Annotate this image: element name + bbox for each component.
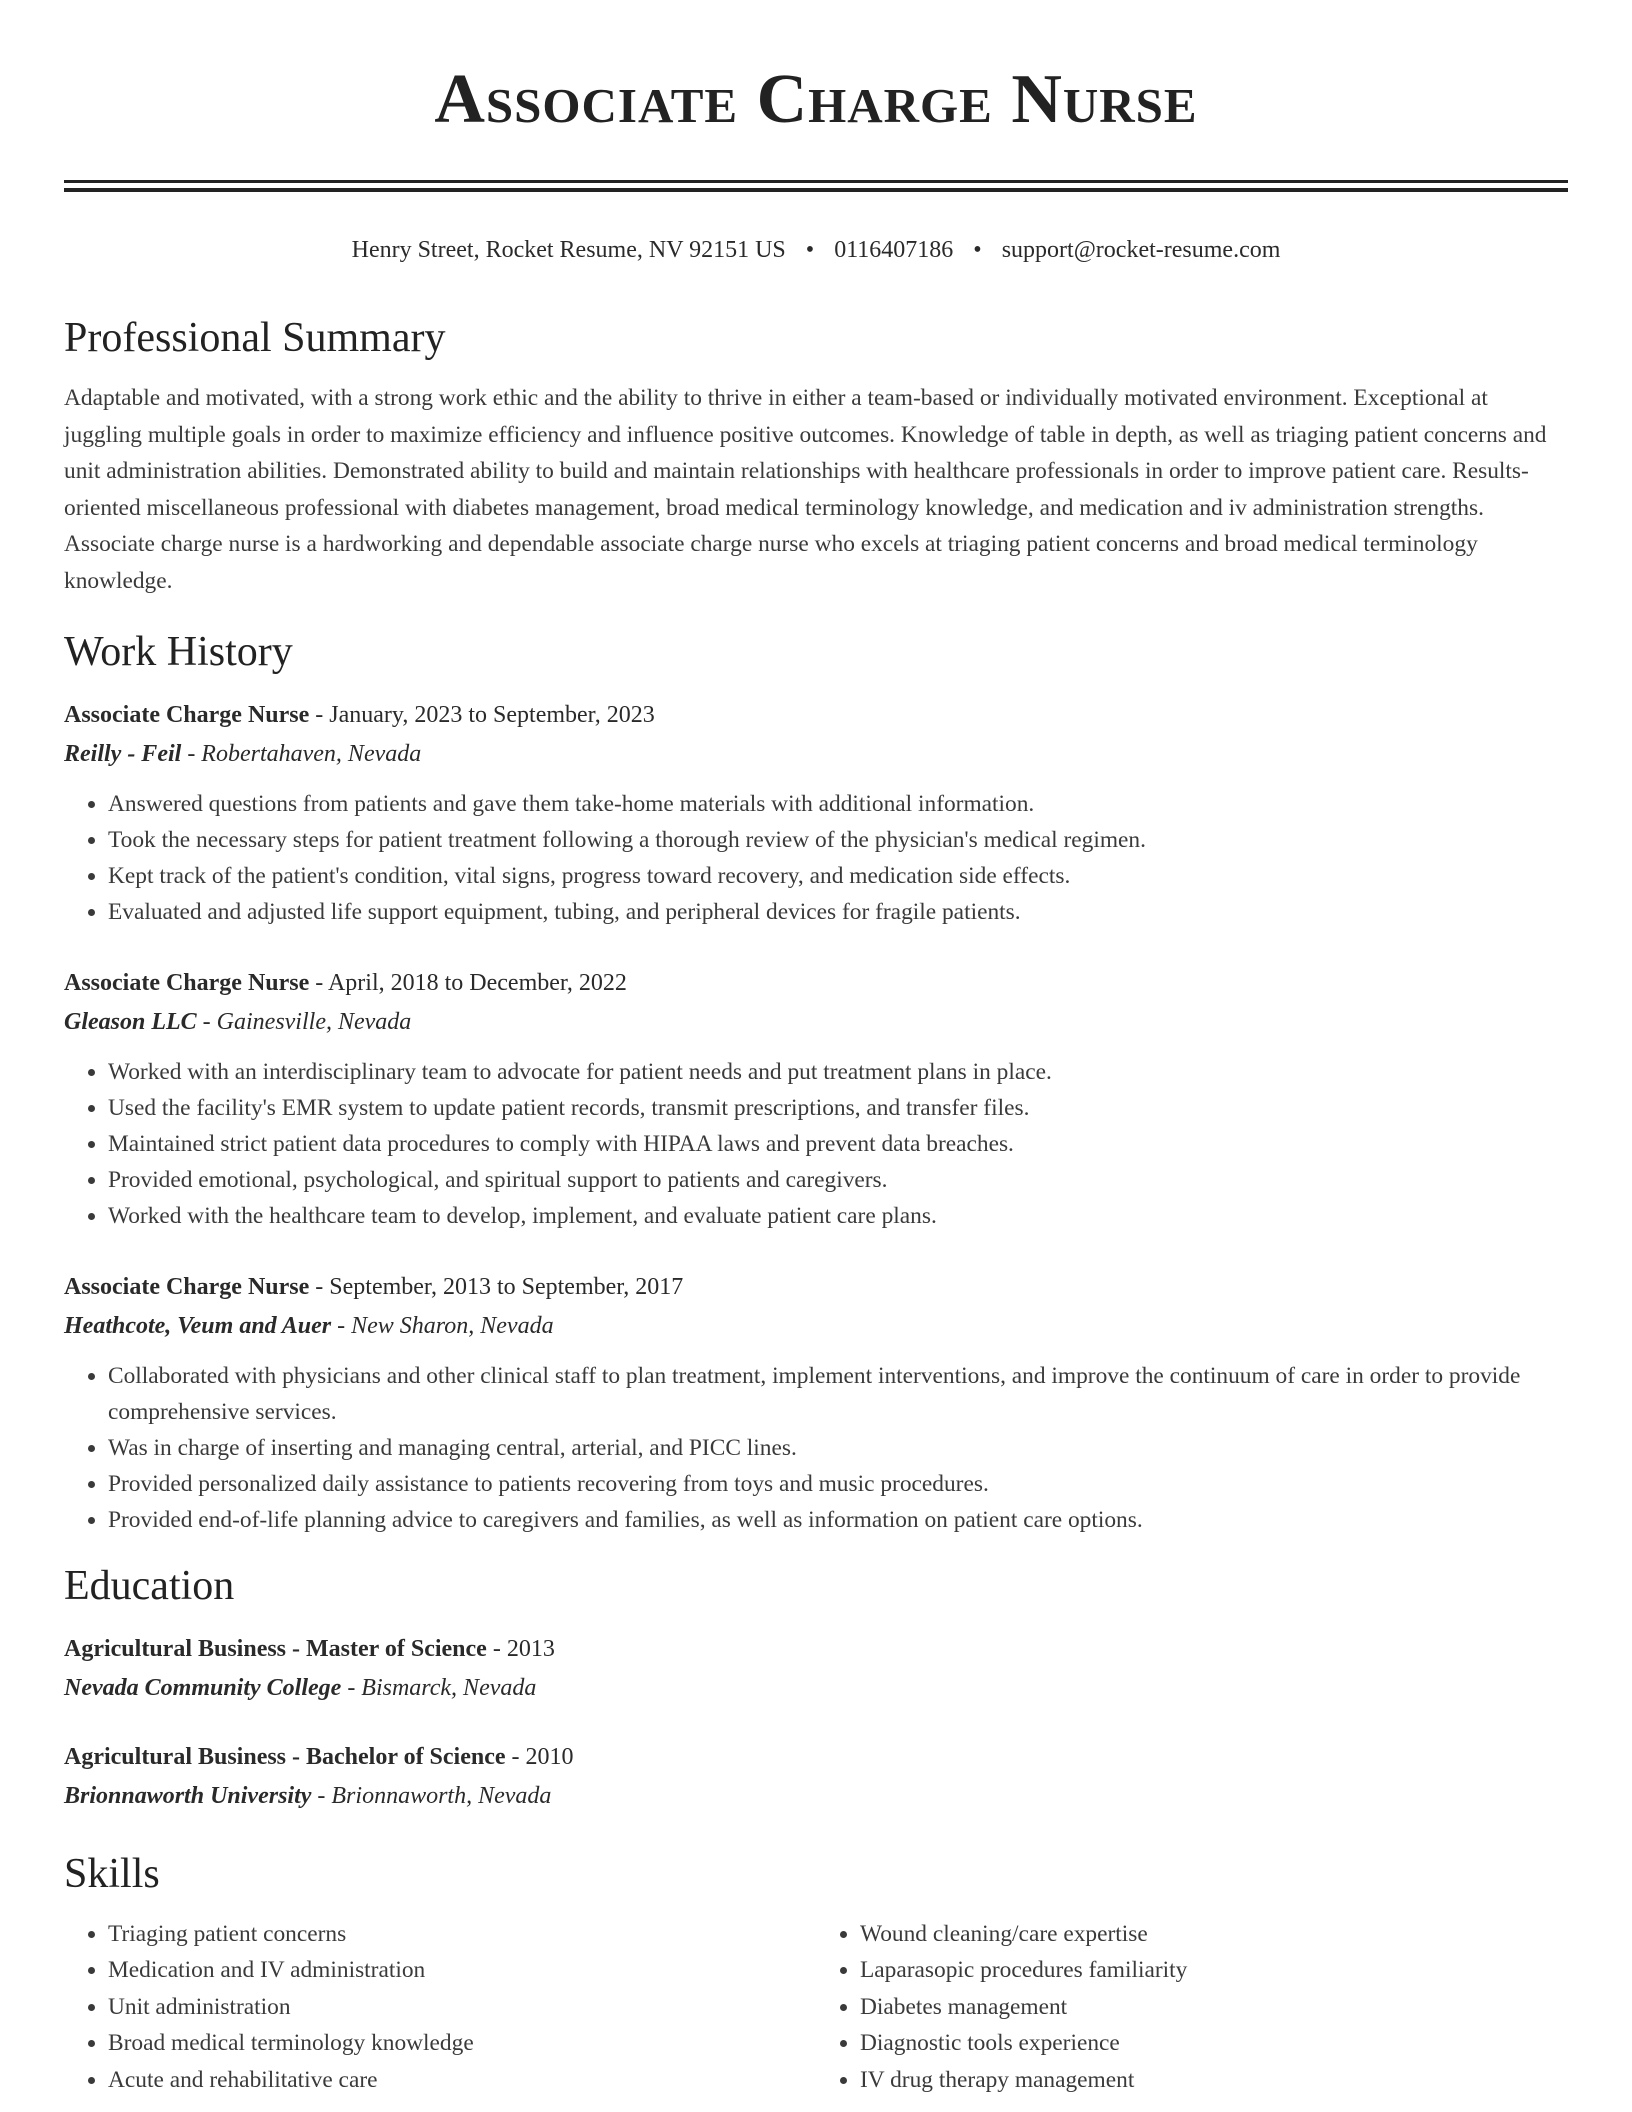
- education-entry: [64, 1630, 1568, 1708]
- job-org-line: [64, 1002, 1568, 1042]
- list-item: • Wound cleaning/care expertise: [860, 1916, 1568, 1953]
- summary-text: Adaptable and motivated, with a strong work ethic and the ability to thrive in either a team-based or individually motivated environment. Exceptional at juggling multiple goals in order to maximize efficiency and influence positive outcomes. Knowledge of table in depth, as well as triaging patient concerns and unit administration abilities. Demonstrated ability to build and maintain relationships with healthcare professionals in order to improve patient care. Results-oriented miscellaneous professional with diabetes management, broad medical terminology knowledge, and medication and iv administration strengths. Associate charge nurse is a hardworking and dependable associate charge nurse who excels at triaging patient concerns and broad medical terminology knowledge.: [64, 385, 1547, 594]
- education-school-line: [64, 1668, 1568, 1708]
- education-school: Nevada Community College: [64, 1674, 342, 1701]
- education-location: - Bismarck, Nevada: [347, 1674, 537, 1701]
- job-role-line: [64, 696, 1568, 734]
- list-item: • Triaging patient concerns: [108, 1916, 816, 1953]
- skills-list-left: [64, 1916, 816, 2099]
- education-year: - 2010: [511, 1743, 574, 1770]
- job-title: Associate Charge Nurse: [64, 1273, 310, 1300]
- education-entry: [64, 1738, 1568, 1816]
- education-school: Brionnaworth University: [64, 1782, 312, 1809]
- job-org-line: [64, 1306, 1568, 1346]
- list-item: • Provided personalized daily assistance to patients recovering from toys and music procedures.: [108, 1466, 1568, 1502]
- list-item: • IV drug therapy management: [860, 2062, 1568, 2099]
- contact-line: [64, 234, 1568, 266]
- list-item: • Acute and rehabilitative care: [108, 2062, 816, 2099]
- list-item: • Kept track of the patient's condition, vital signs, progress toward recovery, and medication side effects.: [108, 858, 1568, 894]
- job-company: Gleason LLC: [64, 1008, 197, 1035]
- list-item: • Used the facility's EMR system to update patient records, transmit prescriptions, and transfer files.: [108, 1090, 1568, 1126]
- list-item: • Worked with an interdisciplinary team to advocate for patient needs and put treatment plans in place.: [108, 1054, 1568, 1090]
- job-entry: [64, 964, 1568, 1234]
- education-heading: Education: [64, 1562, 235, 1609]
- contact-phone: 0116407186: [834, 237, 954, 263]
- education-school-line: [64, 1776, 1568, 1816]
- job-entry: [64, 696, 1568, 930]
- contact-address: Henry Street, Rocket Resume, NV 92151 US: [351, 237, 786, 263]
- job-location: - New Sharon, Nevada: [337, 1312, 554, 1339]
- list-item: • Unit administration: [108, 1989, 816, 2026]
- job-company: Heathcote, Veum and Auer: [64, 1312, 332, 1339]
- list-item: • Answered questions from patients and gave them take-home materials with additional information.: [108, 786, 1568, 822]
- contact-separator: •: [805, 237, 815, 263]
- job-dates: - January, 2023 to September, 2023: [315, 701, 655, 728]
- work-history-heading: Work History: [64, 628, 293, 675]
- list-item: • Provided end-of-life planning advice to caregivers and families, as well as information on patient care options.: [108, 1502, 1568, 1538]
- contact-separator: •: [973, 237, 982, 263]
- list-item: • Maintained strict patient data procedures to comply with HIPAA laws and prevent data breaches.: [108, 1126, 1568, 1162]
- list-item: • Collaborated with physicians and other clinical staff to plan treatment, implement interventions, and improve the continuum of care in order to provide comprehensive services.: [108, 1358, 1568, 1430]
- list-item: • Diagnostic tools experience: [860, 2025, 1568, 2062]
- job-role-line: [64, 1268, 1568, 1306]
- education-degree: Agricultural Business - Bachelor of Science: [64, 1743, 506, 1770]
- job-dates: - April, 2018 to December, 2022: [315, 969, 627, 996]
- education-degree-line: [64, 1630, 1568, 1668]
- contact-email: support@rocket-resume.com: [1001, 237, 1281, 263]
- skills-list-right: [816, 1916, 1568, 2099]
- skills-heading: Skills: [64, 1850, 160, 1897]
- job-bullets: [64, 1358, 1568, 1538]
- job-bullets: [64, 1054, 1568, 1234]
- resume-title: Associate Charge Nurse: [434, 61, 1198, 138]
- education-degree: Agricultural Business - Master of Science: [64, 1635, 487, 1662]
- job-location: - Robertahaven, Nevada: [187, 740, 422, 767]
- list-item: • Evaluated and adjusted life support equipment, tubing, and peripheral devices for fragile patients.: [108, 894, 1568, 930]
- list-item: • Took the necessary steps for patient treatment following a thorough review of the physician's medical regimen.: [108, 822, 1568, 858]
- title-rule-top: [64, 180, 1568, 183]
- job-location: - Gainesville, Nevada: [202, 1008, 412, 1035]
- education-year: - 2013: [492, 1635, 555, 1662]
- list-item: • Was in charge of inserting and managing central, arterial, and PICC lines.: [108, 1430, 1568, 1466]
- list-item: • Worked with the healthcare team to develop, implement, and evaluate patient care plans.: [108, 1198, 1568, 1234]
- skills-columns: [64, 1916, 1568, 2099]
- job-title: Associate Charge Nurse: [64, 701, 310, 728]
- education-location: - Brionnaworth, Nevada: [317, 1782, 552, 1809]
- job-company: Reilly - Feil: [64, 740, 182, 767]
- title-rule-bottom: [64, 188, 1568, 192]
- list-item: • Provided emotional, psychological, and spiritual support to patients and caregivers.: [108, 1162, 1568, 1198]
- job-dates: - September, 2013 to September, 2017: [315, 1273, 684, 1300]
- list-item: • Diabetes management: [860, 1989, 1568, 2026]
- summary-heading: Professional Summary: [64, 315, 446, 361]
- education-degree-line: [64, 1738, 1568, 1776]
- list-item: • Broad medical terminology knowledge: [108, 2025, 816, 2062]
- job-role-line: [64, 964, 1568, 1002]
- job-bullets: [64, 786, 1568, 930]
- list-item: • Laparasopic procedures familiarity: [860, 1952, 1568, 1989]
- list-item: • Medication and IV administration: [108, 1952, 816, 1989]
- job-entry: [64, 1268, 1568, 1538]
- job-title: Associate Charge Nurse: [64, 969, 310, 996]
- job-org-line: [64, 734, 1568, 774]
